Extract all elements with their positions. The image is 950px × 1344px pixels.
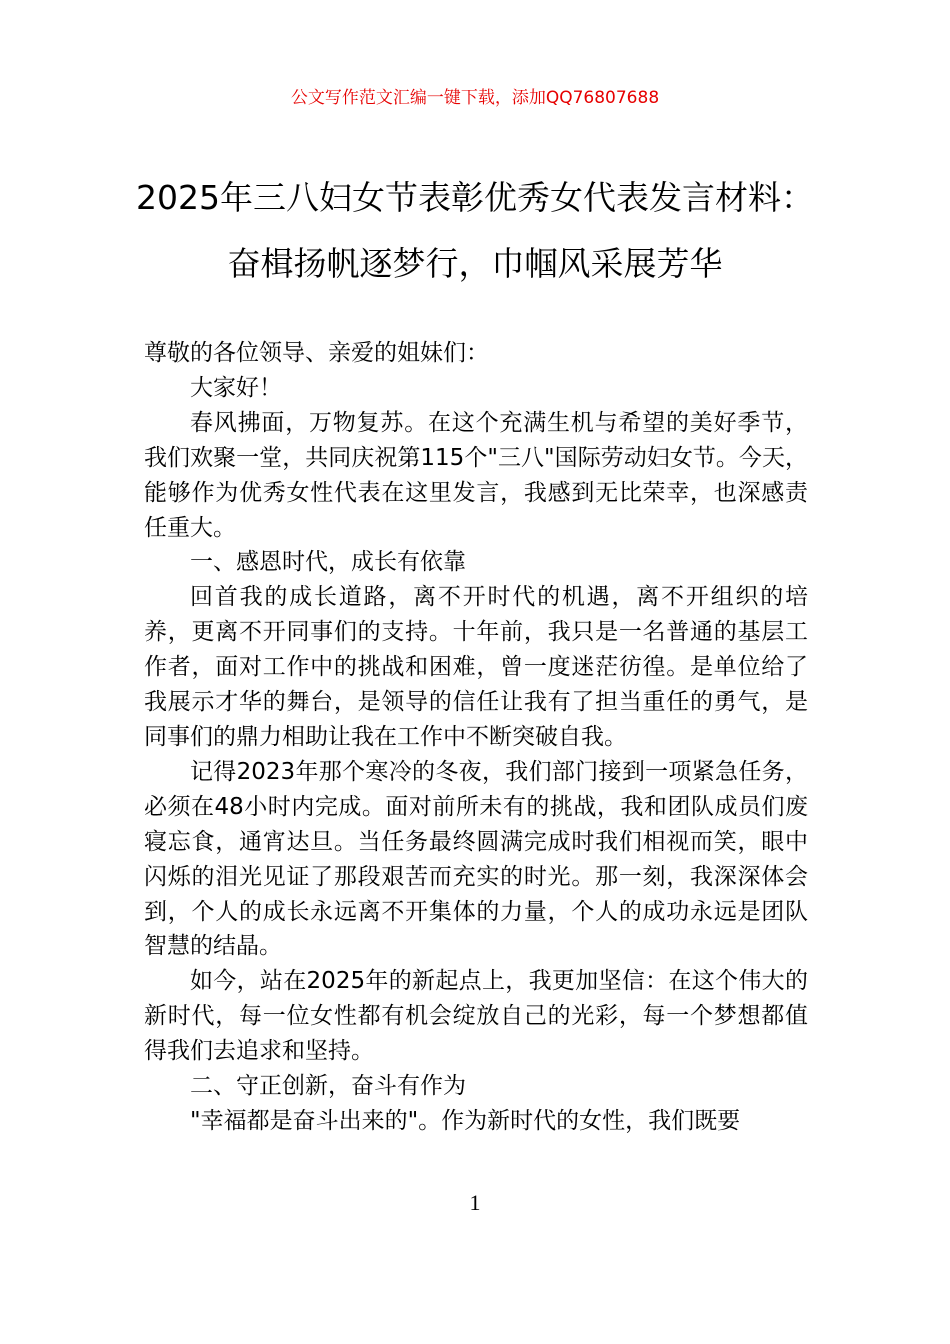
section-heading-1: 一、感恩时代，成长有依靠 [190, 549, 466, 576]
document-title: 2025年三八妇女节表彰优秀女代表发言材料：奋楫扬帆逐梦行，巾帼风采展芳华 [136, 178, 814, 283]
paragraph-growth: 回首我的成长道路，离不开时代的机遇，离不开组织的培养，更离不开同事们的支持。十年前，我只是一名普通的基层工作者，面对工作中的挑战和困难，曾一度迷茫彷徨。是单位给了我展示才华的舞台，是领导的信任让我有了担当重任的勇气，是同事们的鼎力相助让我在工作中不断突破自我。 [144, 584, 808, 750]
paragraph-opening: 春风拂面，万物复苏。在这个充满生机与希望的美好季节，我们欢聚一堂，共同庆祝第115个"三八"国际劳动妇女节。今天，能够作为优秀女性代表在这里发言，我感到无比荣幸，也深感责任重大。 [144, 409, 808, 541]
salutation: 尊敬的各位领导、亲爱的姐妹们： [144, 340, 489, 366]
paragraph-memory: 记得2023年那个寒冷的冬夜，我们部门接到一项紧急任务，必须在48小时内完成。面对前所未有的挑战，我和团队成员们废寝忘食，通宵达旦。当任务最终圆满完成时我们相视而笑，眼中闪烁的泪光见证了那段艰苦而充实的时光。那一刻，我深深体会到，个人的成长永远离不开集体的力量，个人的成功永远是团队智慧的结晶。 [144, 758, 808, 960]
header-note: 公文写作范文汇编一键下载，添加QQ76807688 [290, 88, 660, 108]
paragraph-belief: 如今，站在2025年的新起点上，我更加坚信：在这个伟大的新时代，每一位女性都有机会绽放自己的光彩，每一个梦想都值得我们去追求和坚持。 [144, 968, 808, 1065]
greeting: 大家好！ [190, 374, 282, 401]
page-number: 1 [469, 1190, 481, 1215]
paragraph-striving: "幸福都是奋斗出来的"。作为新时代的女性，我们既要 [190, 1107, 741, 1134]
section-heading-2: 二、守正创新，奋斗有作为 [190, 1073, 466, 1100]
document-body [144, 336, 808, 1139]
